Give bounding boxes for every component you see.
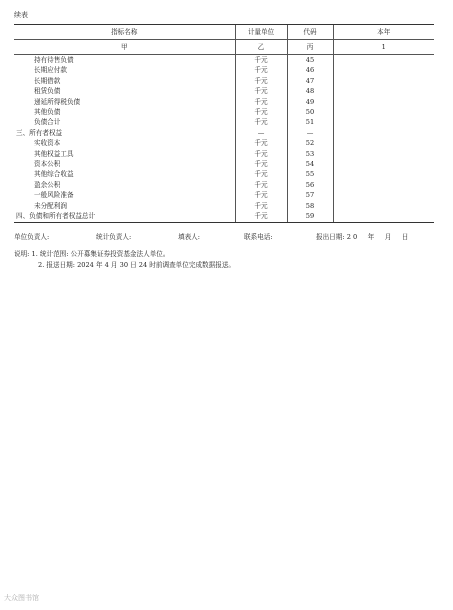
row-unit: 千元 <box>235 138 287 148</box>
table-row <box>14 117 434 127</box>
table-row <box>14 55 434 66</box>
header-unit: 计量单位 <box>235 25 287 40</box>
row-name: 三、所有者权益 <box>16 128 63 137</box>
row-name: 其他权益工具 <box>34 149 74 158</box>
row-name: 持有待售负债 <box>34 56 74 64</box>
row-unit: 千元 <box>235 86 287 96</box>
row-code: 48 <box>287 86 333 96</box>
row-value <box>333 107 434 117</box>
row-value <box>333 97 434 107</box>
header-code: 代码 <box>287 25 333 40</box>
row-unit: 千元 <box>235 159 287 169</box>
row-name: 四、负债和所有者权益总计 <box>14 211 235 222</box>
row-name: 盈余公积 <box>34 180 61 189</box>
table-body <box>14 55 434 223</box>
indicator-table <box>14 24 434 223</box>
table-row <box>14 201 434 211</box>
table-row <box>14 76 434 86</box>
row-code: 54 <box>287 159 333 169</box>
row-name: 长期借款 <box>34 76 61 85</box>
unit-head-label: 单位负责人: <box>14 233 50 241</box>
table-row <box>14 211 434 222</box>
note-line-1: 说明: 1. 统计范围: 公开募集证券投资基金法人单位。 <box>14 250 170 258</box>
row-name: 负债合计 <box>34 118 61 127</box>
row-code: — <box>287 128 333 138</box>
subheader-unit: 乙 <box>235 40 287 55</box>
table-row <box>14 180 434 190</box>
notes <box>14 249 235 270</box>
header-value: 本年 <box>333 25 434 40</box>
row-name: 长期应付款 <box>34 66 67 75</box>
table-row <box>14 86 434 96</box>
row-value <box>333 138 434 148</box>
watermark-logo: 大众图书馆 <box>4 594 39 602</box>
row-name: 递延所得税负债 <box>34 97 81 106</box>
row-unit: — <box>235 128 287 138</box>
row-unit: 千元 <box>235 211 287 222</box>
row-unit: 千元 <box>235 55 287 66</box>
row-value <box>333 211 434 222</box>
continued-label: 续表 <box>14 11 28 19</box>
signature-line <box>14 231 439 241</box>
subheader-code: 丙 <box>287 40 333 55</box>
row-value <box>333 76 434 86</box>
table-row <box>14 107 434 117</box>
row-code: 58 <box>287 201 333 211</box>
row-unit: 千元 <box>235 65 287 75</box>
row-value <box>333 55 434 66</box>
row-code: 52 <box>287 138 333 148</box>
row-unit: 千元 <box>235 180 287 190</box>
row-code: 56 <box>287 180 333 190</box>
row-unit: 千元 <box>235 169 287 179</box>
row-code: 45 <box>287 55 333 66</box>
row-unit: 千元 <box>235 201 287 211</box>
phone-label: 联系电话: <box>244 233 273 241</box>
row-value <box>333 180 434 190</box>
table-header-row <box>14 25 434 40</box>
row-unit: 千元 <box>235 76 287 86</box>
row-name: 实收资本 <box>34 139 61 148</box>
table-row <box>14 65 434 75</box>
row-name: 其他综合收益 <box>34 170 74 179</box>
row-value <box>333 149 434 159</box>
header-name: 指标名称 <box>14 25 235 40</box>
table-row <box>14 159 434 169</box>
row-unit: 千元 <box>235 107 287 117</box>
table-row <box>14 190 434 200</box>
row-unit: 千元 <box>235 190 287 200</box>
row-value <box>333 169 434 179</box>
row-code: 57 <box>287 190 333 200</box>
table-row <box>14 169 434 179</box>
report-date-label: 报出日期: 2 0 年 月 日 <box>316 233 409 241</box>
row-code: 49 <box>287 97 333 107</box>
row-value <box>333 201 434 211</box>
table-row <box>14 138 434 148</box>
row-value <box>333 159 434 169</box>
row-name: 未分配利润 <box>34 201 67 210</box>
row-code: 50 <box>287 107 333 117</box>
row-unit: 千元 <box>235 97 287 107</box>
table-row <box>14 128 434 138</box>
row-value <box>333 190 434 200</box>
table-subheader-row <box>14 40 434 55</box>
row-name: 一般风险准备 <box>34 191 74 200</box>
row-value <box>333 65 434 75</box>
row-value <box>333 86 434 96</box>
table-row <box>14 97 434 107</box>
row-unit: 千元 <box>235 149 287 159</box>
row-value <box>333 128 434 138</box>
note-line-2: 2. 报送日期: 2024 年 4 月 30 日 24 时前调查单位完成数据报送。 <box>38 260 236 269</box>
row-code: 47 <box>287 76 333 86</box>
row-name: 租赁负债 <box>34 87 61 96</box>
subheader-name: 甲 <box>14 40 235 55</box>
row-unit: 千元 <box>235 117 287 127</box>
row-value <box>333 117 434 127</box>
row-code: 46 <box>287 65 333 75</box>
table-row <box>14 149 434 159</box>
subheader-value: 1 <box>333 40 434 55</box>
row-code: 55 <box>287 169 333 179</box>
row-code: 59 <box>287 211 333 222</box>
row-code: 53 <box>287 149 333 159</box>
filler-label: 填表人: <box>178 233 201 241</box>
row-name: 其他负债 <box>34 108 61 117</box>
stats-head-label: 统计负责人: <box>96 233 132 241</box>
row-name: 资本公积 <box>34 160 61 169</box>
row-code: 51 <box>287 117 333 127</box>
